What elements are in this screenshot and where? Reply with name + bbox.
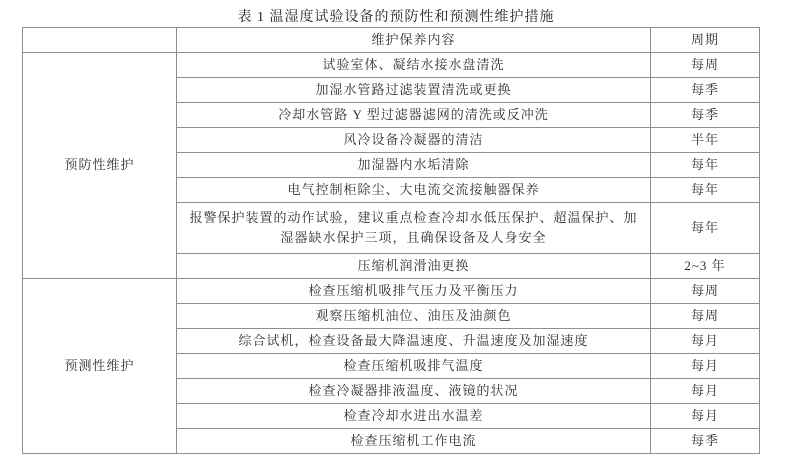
maintenance-content-cell: 电气控制柜除尘、大电流交流接触器保养	[177, 178, 651, 203]
period-cell: 每季	[651, 78, 760, 103]
table-row	[23, 53, 760, 78]
maintenance-content-cell: 观察压缩机油位、油压及油颜色	[177, 304, 651, 329]
period-cell: 每季	[651, 103, 760, 128]
header-period-cell: 周期	[651, 28, 760, 53]
maintenance-content-cell: 风冷设备冷凝器的清洁	[177, 128, 651, 153]
period-cell: 每周	[651, 304, 760, 329]
maintenance-content-cell: 加湿器内水垢清除	[177, 153, 651, 178]
period-cell: 每年	[651, 178, 760, 203]
maintenance-content-cell: 试验室体、凝结水接水盘清洗	[177, 53, 651, 78]
maintenance-content-cell: 冷却水管路 Y 型过滤器滤网的清洗或反冲洗	[177, 103, 651, 128]
table-title: 表 1 温湿度试验设备的预防性和预测性维护措施	[237, 10, 555, 25]
period-cell: 2~3 年	[651, 254, 760, 279]
maintenance-content-cell: 综合试机，检查设备最大降温速度、升温速度及加湿速度	[177, 329, 651, 354]
period-cell: 每月	[651, 404, 760, 429]
maintenance-content-cell: 检查冷凝器排液温度、液镜的状况	[177, 379, 651, 404]
table-row	[23, 279, 760, 304]
header-category-cell	[23, 28, 177, 53]
header-content-cell: 维护保养内容	[177, 28, 651, 53]
maintenance-content-cell: 报警保护装置的动作试验，建议重点检查冷却水低压保护、超温保护、加湿器缺水保护三项，且确保设备及人身安全	[177, 203, 651, 254]
maintenance-content-cell: 加湿水管路过滤装置清洗或更换	[177, 78, 651, 103]
period-cell: 每月	[651, 379, 760, 404]
period-cell: 每月	[651, 354, 760, 379]
maintenance-content-cell: 检查压缩机吸排气温度	[177, 354, 651, 379]
table-header-row	[23, 28, 760, 53]
period-cell: 每年	[651, 203, 760, 254]
period-cell: 半年	[651, 128, 760, 153]
maintenance-table	[22, 27, 760, 454]
period-cell: 每周	[651, 279, 760, 304]
category-cell-predictive: 预测性维护	[23, 279, 177, 454]
maintenance-content-cell: 压缩机润滑油更换	[177, 254, 651, 279]
maintenance-content-cell: 检查压缩机吸排气压力及平衡压力	[177, 279, 651, 304]
category-cell-preventive: 预防性维护	[23, 53, 177, 279]
period-cell: 每月	[651, 329, 760, 354]
period-cell: 每年	[651, 153, 760, 178]
period-cell: 每季	[651, 429, 760, 454]
maintenance-content-cell: 检查压缩机工作电流	[177, 429, 651, 454]
period-cell: 每周	[651, 53, 760, 78]
maintenance-content-cell: 检查冷却水进出水温差	[177, 404, 651, 429]
